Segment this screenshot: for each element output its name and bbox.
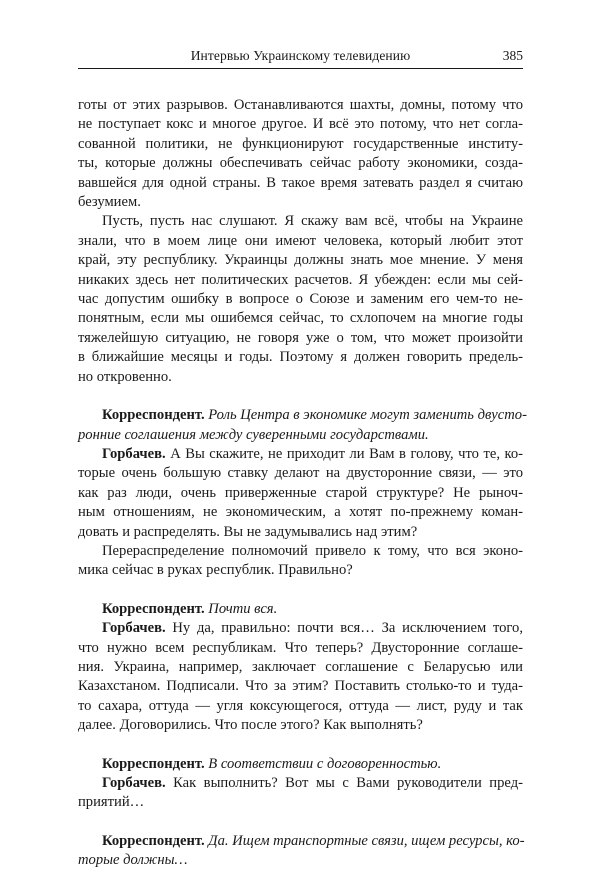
text-line: Пусть, пусть нас слушают. Я скажу вам всё, чтобы на Украине bbox=[102, 213, 523, 230]
text-line: понятным, если мы ошибемся сейчас, то схлопочем на многие годы bbox=[78, 310, 523, 327]
text-line: довать и распределять. Вы не задумывались над этим? bbox=[78, 523, 418, 540]
text-line: готы от этих разрывов. Останавливаются шахты, домны, потому что bbox=[78, 97, 523, 113]
text-line bbox=[78, 619, 523, 638]
question-text: В соответствии с договоренностью. bbox=[208, 755, 442, 772]
running-head bbox=[78, 44, 523, 69]
speaker-label: Корреспондент. bbox=[102, 600, 205, 617]
text-line bbox=[78, 600, 523, 619]
text-line: ния. Украина, например, заключает соглашение с Беларусью или bbox=[78, 658, 523, 675]
text-line: мика сейчас в руках республик. Правильно? bbox=[78, 562, 353, 579]
speaker-label: Корреспондент. bbox=[102, 755, 205, 772]
text-line bbox=[78, 445, 523, 464]
text-line: далее. Договорились. Что после этого? Как выполнять? bbox=[78, 717, 423, 734]
page-text bbox=[78, 96, 527, 871]
text-line: край, эту республику. Украинцы должны знать мое мнение. У меня bbox=[78, 252, 523, 269]
paragraph bbox=[78, 96, 523, 212]
page-number: 385 bbox=[502, 48, 523, 63]
speaker-label: Горбачев. bbox=[102, 445, 166, 462]
text-line: что нужно всем республикам. Что теперь? Двусторонние соглаше- bbox=[78, 639, 523, 656]
speaker-label: Корреспондент. bbox=[102, 407, 205, 424]
text-line: торые очень большую ставку делают на двусторонние связи, — это bbox=[78, 465, 523, 482]
text-line: сованной политики, не функционируют государственные институ- bbox=[78, 135, 523, 152]
text-line bbox=[78, 406, 527, 425]
answer-text: А Вы скажите, не приходит ли Вам в голову, что те, ко- bbox=[170, 445, 523, 462]
text-line: Перераспределение полномочий привело к тому, что вся эконо- bbox=[102, 542, 523, 559]
answer-text: Ну да, правильно: почти вся… За исключением того, bbox=[172, 620, 523, 637]
text-line: ронние соглашения между суверенными государствами. bbox=[78, 426, 429, 443]
correspondent-question bbox=[78, 755, 523, 774]
text-line: вавшейся для одной страны. В такое время затевать раздел я считаю bbox=[78, 174, 523, 191]
speaker-label: Горбачев. bbox=[102, 620, 166, 637]
text-line: в ближайшие месяцы и годы. Поэтому я должен говорить предель- bbox=[78, 349, 523, 366]
text-line bbox=[78, 774, 523, 793]
gorbachev-answer bbox=[78, 619, 523, 735]
text-line bbox=[78, 832, 523, 851]
text-line: торые должны… bbox=[78, 852, 188, 869]
text-line: знали, что в моем лице они имеют человека, который любит этот bbox=[78, 232, 523, 249]
question-text: Почти вся. bbox=[208, 600, 278, 617]
gorbachev-answer bbox=[78, 774, 523, 813]
speaker-label: Горбачев. bbox=[102, 775, 166, 791]
gorbachev-answer bbox=[78, 445, 523, 542]
question-text: Да. Ищем транспортные связи, ищем ресурсы, ко- bbox=[208, 832, 525, 849]
text-line: не поступает кокс и многое другое. И всё это потому, что нет согла- bbox=[78, 116, 523, 133]
running-title: Интервью Украинскому телевидению bbox=[190, 48, 411, 63]
text-line: безумием. bbox=[78, 194, 141, 211]
text-line: как раз люди, очень приверженные старой структуре? Не рыноч- bbox=[78, 484, 523, 501]
text-line: час допустим ошибку в вопросе о Союзе и заменим его чем-то не- bbox=[78, 291, 523, 308]
correspondent-question bbox=[78, 832, 523, 871]
text-line: ты, которые должны обеспечивать сейчас работу экономики, созда- bbox=[78, 155, 523, 172]
text-line: Казахстаном. Подписали. Что за этим? Поставить столько-то и туда- bbox=[78, 678, 523, 695]
correspondent-question bbox=[78, 600, 523, 619]
speaker-label: Корреспондент. bbox=[102, 832, 205, 849]
text-line: то сахара, оттуда — угля коксующегося, оттуда — лист, руду и так bbox=[78, 697, 523, 714]
correspondent-question bbox=[78, 406, 527, 445]
text-line bbox=[78, 755, 523, 774]
text-line: ным отношениям, не экономическим, а хотят по-прежнему коман- bbox=[78, 504, 523, 521]
text-line: никаких здесь нет политических расчетов. Я убежден: если мы сей- bbox=[78, 271, 523, 288]
paragraph bbox=[78, 212, 523, 387]
question-text: Роль Центра в экономике могут заменить двусто- bbox=[208, 407, 527, 424]
text-line: но откровенно. bbox=[78, 368, 172, 385]
paragraph bbox=[78, 542, 523, 581]
answer-text: Как выполнить? Вот мы с Вами руководители пред- bbox=[173, 775, 523, 791]
text-line: тяжелейшую ситуацию, не говоря уже о том, что может произойти bbox=[78, 329, 523, 346]
text-line: приятий… bbox=[78, 794, 145, 811]
